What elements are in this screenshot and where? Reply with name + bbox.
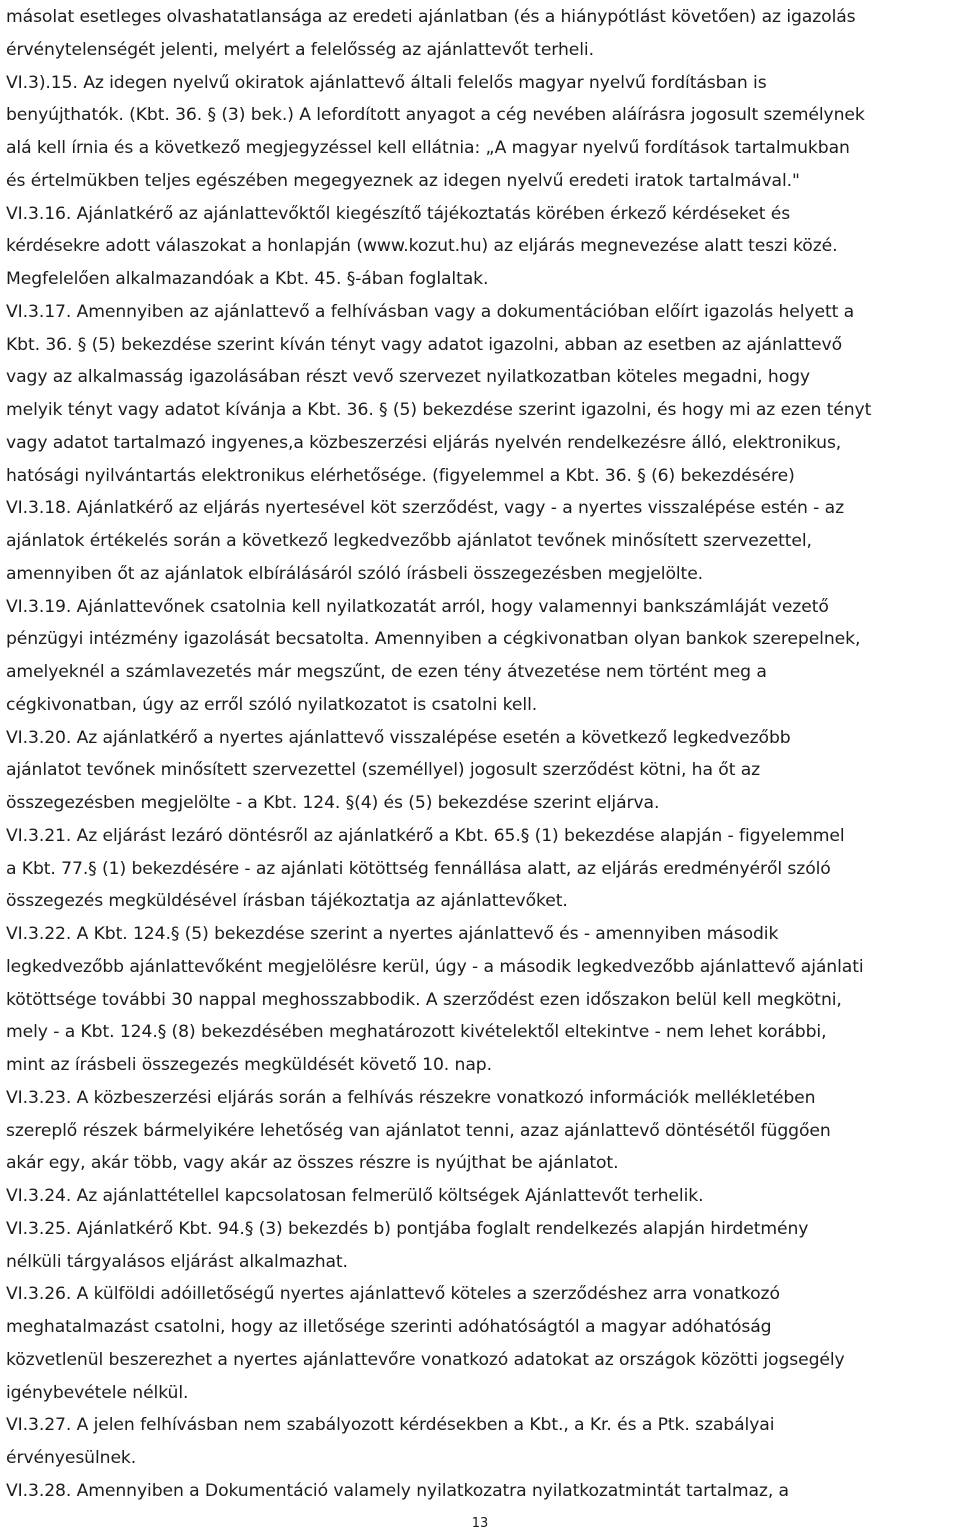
text-line: nélküli tárgyalásos eljárást alkalmazhat. [6, 1251, 348, 1272]
text-line: szereplő részek bármelyikére lehetőség van ajánlatot tenni, azaz ajánlattevő döntésétől függően [6, 1120, 831, 1141]
text-line: alá kell írnia és a következő megjegyzéssel kell ellátnia: „A magyar nyelvű fordítások tartalmukban [6, 138, 850, 158]
text-line: cégkivonatban, úgy az erről szóló nyilatkozatot is csatolni kell. [6, 694, 538, 715]
text-line: igénybevétele nélkül. [6, 1382, 189, 1403]
text-line: Kbt. 36. § (5) bekezdése szerint kíván tényt vagy adatot igazolni, abban az esetben az ajánlattevő [6, 334, 843, 355]
text-line: VI.3.24. Az ajánlattétellel kapcsolatosan felmerülő költségek Ajánlattevőt terhelik. [6, 1186, 704, 1206]
text-line: VI.3.19. Ajánlattevőnek csatolnia kell nyilatkozatát arról, hogy valamennyi bankszámláját vezető [6, 596, 829, 617]
text-line: legkedvezőbb ajánlattevőként megjelölésre kerül, úgy - a második legkedvezőbb ajánlattevő ajánlati [6, 956, 864, 977]
text-line: VI.3.20. Az ajánlatkérő a nyertes ajánlattevő visszalépése esetén a következő legkedvezőbb [6, 727, 791, 748]
text-line: ajánlatot tevőnek minősített szervezettel (személlyel) jogosult szerződést kötni, ha őt az [6, 760, 761, 781]
text-line: összegezés megküldésével írásban tájékoztatja az ajánlattevőket. [6, 891, 568, 912]
text-line: kérdésekre adott válaszokat a honlapján (www.kozut.hu) az eljárás megnevezése alatt teszi közé. [6, 236, 838, 257]
text-line: VI.3.28. Amennyiben a Dokumentáció valamely nyilatkozatra nyilatkozatmintát tartalmaz, a [6, 1480, 789, 1501]
text-line: vagy adatot tartalmazó ingyenes,a közbeszerzési eljárás nyelvén rendelkezésre álló, elektronikus, [6, 432, 842, 453]
text-line: VI.3.17. Amennyiben az ajánlattevő a felhívásban vagy a dokumentációban előírt igazolás helyett a [6, 301, 855, 322]
text-line: VI.3.23. A közbeszerzési eljárás során a felhívás részekre vonatkozó információk mellékletében [6, 1087, 816, 1108]
text-line: pénzügyi intézmény igazolását becsatolta. Amennyiben a cégkivonatban olyan bankok szerepelnek, [6, 629, 861, 650]
text-line: mint az írásbeli összegezés megküldését követő 10. nap. [6, 1055, 492, 1075]
text-line: és értelmükben teljes egészében megegyeznek az idegen nyelvű eredeti iratok tartalmával." [6, 170, 800, 191]
text-line: VI.3.18. Ajánlatkérő az eljárás nyertesével köt szerződést, vagy - a nyertes visszalépése estén - az [6, 498, 844, 519]
text-line: vagy az alkalmasság igazolásában részt vevő szervezet nyilatkozatban köteles megadni, hogy [6, 367, 810, 388]
text-line: amennyiben őt az ajánlatok elbírálásáról szóló írásbeli összegezésben megjelölte. [6, 563, 704, 584]
text-line: VI.3.26. A külföldi adóilletőségű nyertes ajánlattevő köteles a szerződéshez arra vonatkozó [6, 1284, 780, 1305]
text-line: Megfelelően alkalmazandóak a Kbt. 45. §-ában foglaltak. [6, 269, 489, 289]
text-line: VI.3.16. Ajánlatkérő az ajánlattevőktől kiegészítő tájékoztatás körében érkező kérdéseket és [6, 203, 791, 224]
page-number: 13 [471, 1516, 489, 1531]
text-line: VI.3.27. A jelen felhívásban nem szabályozott kérdésekben a Kbt., a Kr. és a Ptk. szabályai [6, 1415, 775, 1436]
text-line: VI.3.21. Az eljárást lezáró döntésről az ajánlatkérő a Kbt. 65.§ (1) bekezdése alapján - figyelemmel [6, 825, 845, 846]
text-line: VI.3).15. Az idegen nyelvű okiratok ajánlattevő általi felelős magyar nyelvű fordításban is [6, 72, 767, 93]
text-line: hatósági nyilvántartás elektronikus elérhetősége. (figyelemmel a Kbt. 36. § (6) bekezdésére) [6, 465, 795, 486]
text-line: benyújthatók. (Kbt. 36. § (3) bek.) A lefordított anyagot a cég nevében aláírásra jogosult személynek [6, 105, 865, 126]
text-line: érvénytelenségét jelenti, melyért a felelősség az ajánlattevőt terheli. [6, 39, 594, 60]
text-line: melyik tényt vagy adatot kívánja a Kbt. 36. § (5) bekezdése szerint igazolni, és hogy mi az ezen tényt [6, 400, 872, 420]
text-line: amelyeknél a számlavezetés már megszűnt, de ezen tény átvezetése nem történt meg a [6, 662, 767, 682]
text-line: VI.3.22. A Kbt. 124.§ (5) bekezdése szerint a nyertes ajánlattevő és - amennyiben második [6, 924, 779, 944]
text-line: mely - a Kbt. 124.§ (8) bekezdésében meghatározott kivételektől eltekintve - nem lehet korábbi, [6, 1022, 827, 1043]
text-line: meghatalmazást csatolni, hogy az illetőségе szerinti adóhatóságtól a magyar adóhatóság [6, 1317, 772, 1337]
text-line: a Kbt. 77.§ (1) bekezdésére - az ajánlati kötöttség fennállása alatt, az eljárás eredményéről szóló [6, 858, 831, 879]
text-line: VI.3.25. Ajánlatkérő Kbt. 94.§ (3) bekezdés b) pontjába foglalt rendelkezés alapján hirdetmény [6, 1218, 809, 1239]
text-line: akár egy, akár több, vagy akár az összes részre is nyújthat be ajánlatot. [6, 1153, 619, 1174]
text-line: kötöttsége további 30 nappal meghosszabbodik. A szerződést ezen időszakon belül kell megkötni, [6, 989, 842, 1010]
text-line: másolat esetleges olvashatatlansága az eredeti ajánlatban (és a hiánypótlást követően) az igazolás [6, 7, 856, 27]
text-line: közvetlenül beszerezhet a nyertes ajánlattevőre vonatkozó adatokat az országok közötti jogsegély [6, 1349, 845, 1370]
text-line: érvényesülnek. [6, 1448, 137, 1468]
text-line: összegezésben megjelölte - a Kbt. 124. §(4) és (5) bekezdése szerint eljárva. [6, 793, 660, 813]
text-line: ajánlatok értékelés során a következő legkedvezőbb ajánlatot tevőnek minősített szervezettel, [6, 531, 812, 551]
